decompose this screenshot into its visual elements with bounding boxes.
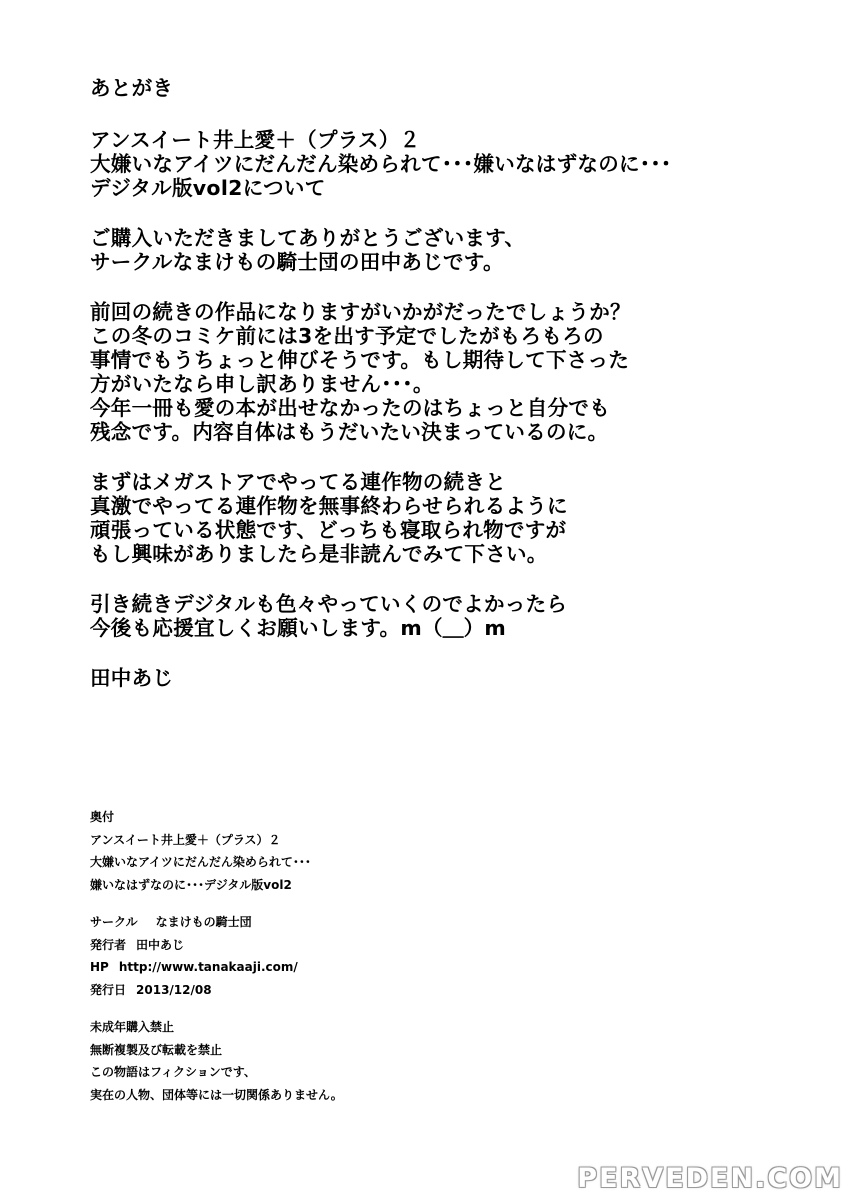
paragraph-line: 残念です。内容自体はもうだいたい決まっているのに。 <box>90 420 609 444</box>
notice-line: 未成年購入禁止 <box>90 1020 175 1034</box>
circle-row <box>90 911 590 934</box>
colophon-section <box>90 806 590 1121</box>
afterword-signature: 田中あじ <box>90 666 174 690</box>
afterword-heading: あとがき <box>90 76 174 100</box>
notice-line: 無断複製及び転載を禁止 <box>90 1042 223 1057</box>
paragraph-line: 頑張っている状態です、どっちも寝取られ物ですが <box>90 518 567 542</box>
paragraph-line: 今年一冊も愛の本が出せなかったのはちょっと自分でも <box>90 396 610 420</box>
paragraph-line: 前回の続きの作品になりますがいかがだったでしょうか？ <box>90 300 631 324</box>
colophon-heading: 奥付 <box>90 810 115 824</box>
title-line: 大嫌いなアイツにだんだん染められて･･･嫌いなはずなのに･･･ <box>90 152 672 176</box>
notice-line: この物語はフィクションです、 <box>90 1065 256 1079</box>
paragraph-line: 今後も応援宜しくお願いします。m（＿）m <box>90 616 507 640</box>
date-label: 発行日 <box>90 982 127 997</box>
colophon-info-block <box>90 911 590 1001</box>
afterword-title <box>90 128 810 200</box>
hp-value: http://www.tanakaaji.com/ <box>118 960 298 974</box>
colophon-title-line: 大嫌いなアイツにだんだん染められて･･･ <box>90 855 311 869</box>
site-watermark: PERVEDEN.COM <box>577 1163 843 1194</box>
paragraph-line: もし興味がありましたら是非読んでみて下さい。 <box>90 542 548 566</box>
paragraph-line: まずはメガストアでやってる連作物の続きと <box>90 470 506 494</box>
greeting-line: ご購入いただきましてありがとうございます、 <box>90 226 526 250</box>
title-line: デジタル版vol2について <box>90 176 326 200</box>
paragraph-line: 事情でもうちょっと伸びそうです。もし期待して下さった <box>90 348 630 372</box>
date-value: 2013/12/08 <box>136 982 212 997</box>
colophon-notice-block <box>90 1016 590 1106</box>
afterword-section <box>90 76 810 690</box>
afterword-greeting <box>90 226 810 274</box>
colophon-title-block <box>90 806 590 896</box>
publisher-row <box>90 934 590 957</box>
colophon-title-line: アンスイート井上愛＋（プラス）２ <box>90 832 281 847</box>
circle-label: サークル <box>90 915 138 929</box>
title-line: アンスイート井上愛＋（プラス）２ <box>90 128 421 152</box>
hp-row <box>90 956 590 979</box>
hp-label: HP <box>90 960 109 974</box>
colophon-title-line: 嫌いなはずなのに･･･デジタル版vol2 <box>90 877 292 892</box>
paragraph-line: 引き続きデジタルも色々やっていくのでよかったら <box>90 592 568 616</box>
afterword-paragraph-3 <box>90 592 810 640</box>
afterword-paragraph-2 <box>90 470 810 566</box>
paragraph-line: 方がいたなら申し訳ありません･･･。 <box>90 372 434 396</box>
publisher-label: 発行者 <box>90 937 127 952</box>
notice-line: 実在の人物、団体等には一切関係ありません。 <box>90 1087 343 1102</box>
greeting-line: サークルなまけもの騎士団の田中あじです。 <box>90 250 504 274</box>
circle-value: なまけもの騎士団 <box>155 915 252 929</box>
publisher-value: 田中あじ <box>136 937 185 952</box>
date-row <box>90 979 590 1002</box>
paragraph-line: この冬のコミケ前には3を出す予定でしたがもろもろの <box>90 324 604 348</box>
afterword-paragraph-1 <box>90 300 810 444</box>
paragraph-line: 真激でやってる連作物を無事終わらせられるように <box>90 494 568 518</box>
